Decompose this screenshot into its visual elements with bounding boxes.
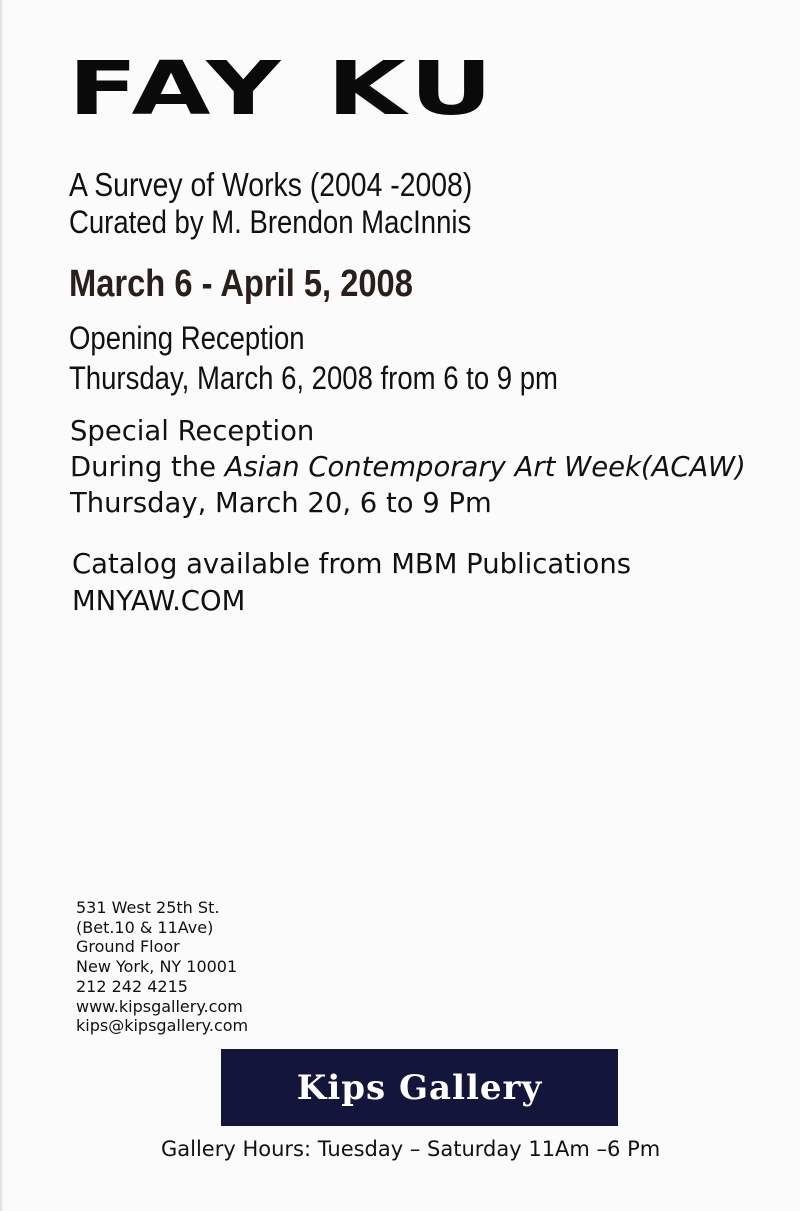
acaw-event-name: Asian Contemporary Art Week(ACAW) xyxy=(224,450,746,483)
exhibition-dates: March 6 - April 5, 2008 xyxy=(69,263,413,305)
artist-name: FAY KU xyxy=(68,46,499,132)
address-street: 531 West 25th St. xyxy=(76,898,220,917)
gallery-hours: Gallery Hours: Tuesday – Saturday 11Am –6 Pm xyxy=(161,1137,661,1161)
gallery-logo-text: Kips Gallery xyxy=(296,1067,543,1108)
address-city: New York, NY 10001 xyxy=(76,957,238,977)
address-floor: Ground Floor xyxy=(76,937,180,957)
address-website: www.kipsgallery.com xyxy=(76,996,243,1016)
address-phone: 212 242 4215 xyxy=(76,976,188,996)
opening-reception-title: Opening Reception xyxy=(69,320,305,356)
gallery-address xyxy=(76,898,248,1036)
special-reception-title: Special Reception xyxy=(70,414,315,447)
address-email: kips@kipsgallery.com xyxy=(76,1016,249,1036)
curator-line: Curated by M. Brendon MacInnis xyxy=(69,204,472,240)
gallery-logo xyxy=(221,1049,618,1126)
catalog-website: MNYAW.COM xyxy=(72,584,246,617)
opening-reception-date: Thursday, March 6, 2008 from 6 to 9 pm xyxy=(69,360,558,396)
special-reception-during xyxy=(70,450,746,484)
exhibition-title: A Survey of Works (2004 -2008) xyxy=(69,166,473,203)
during-prefix: During the xyxy=(70,450,225,483)
special-reception-date: Thursday, March 20, 6 to 9 Pm xyxy=(70,486,492,519)
catalog-text: Catalog available from MBM Publications xyxy=(72,547,632,580)
page-edge xyxy=(0,0,3,1211)
address-cross-streets: (Bet.10 & 11Ave) xyxy=(76,917,214,937)
